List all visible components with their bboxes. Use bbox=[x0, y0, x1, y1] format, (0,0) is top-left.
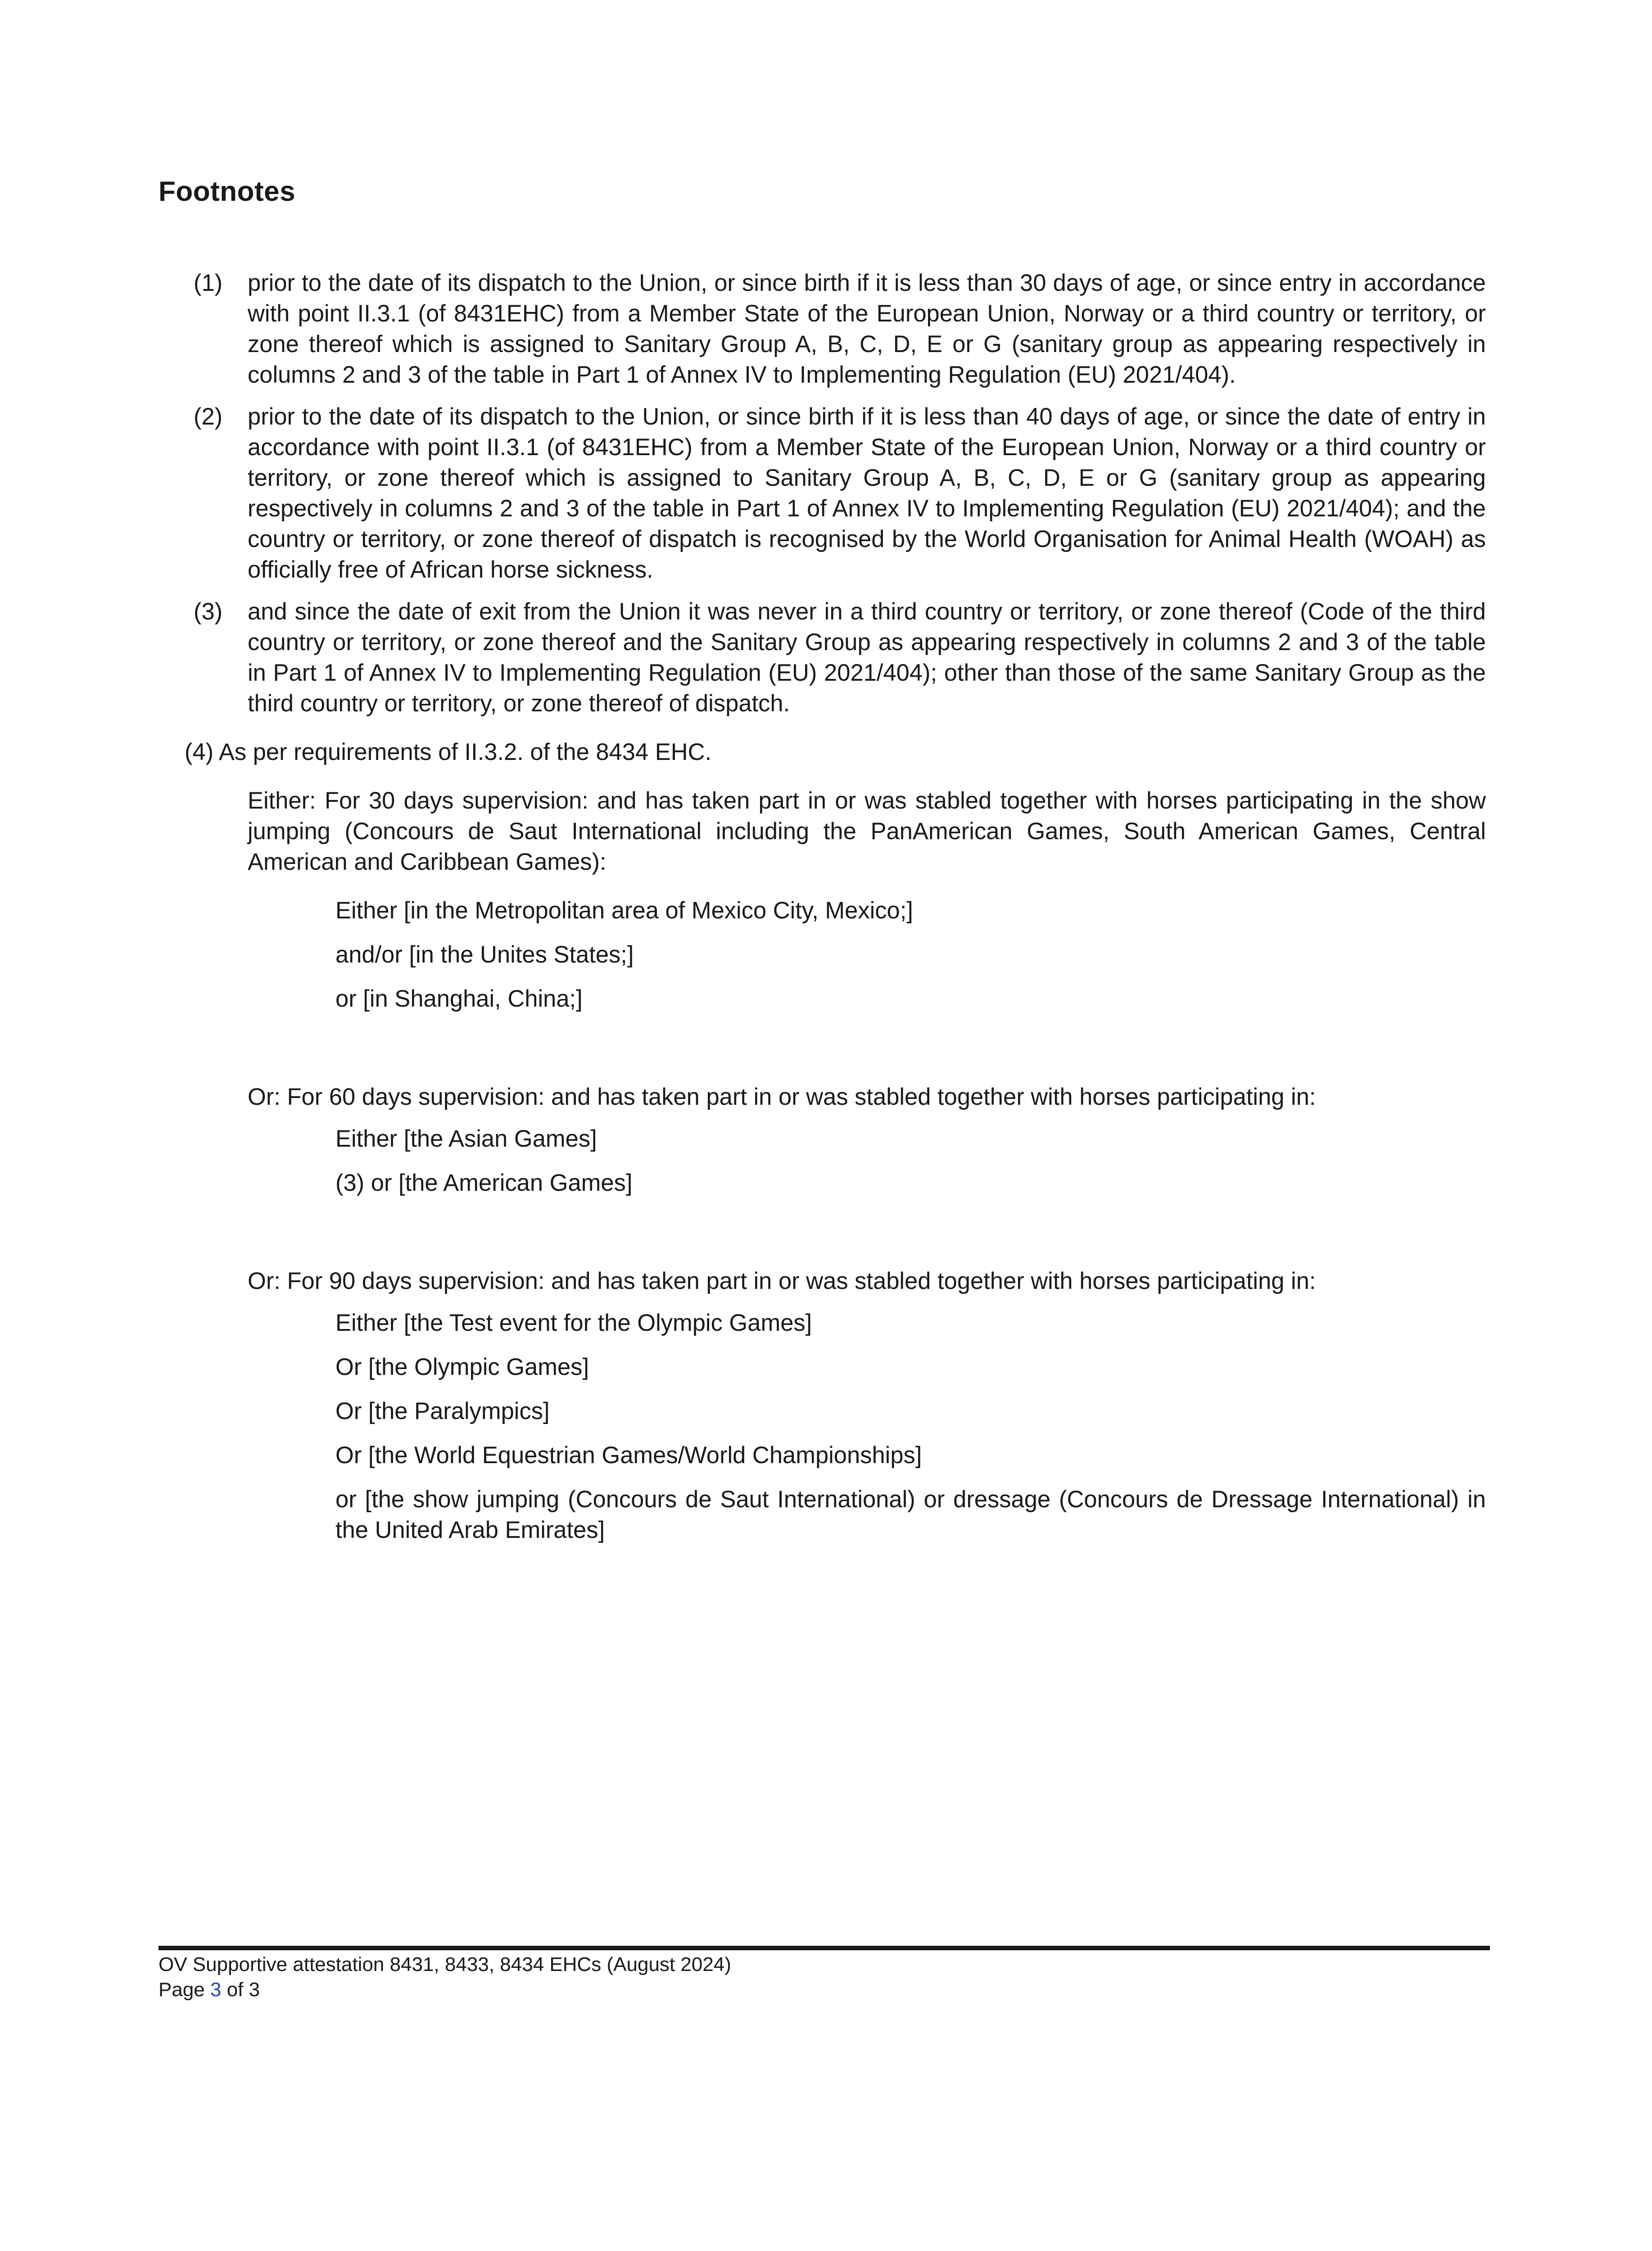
option-60-item: Either [the Asian Games] bbox=[335, 1126, 597, 1152]
option-60-days-lead: Or: For 60 days supervision: and has taken part in or was stabled together with horses participating in: bbox=[248, 1084, 1316, 1110]
footnote-number: (3) bbox=[194, 598, 223, 625]
footer-divider bbox=[158, 1946, 1490, 1950]
option-90-item: Or [the Olympic Games] bbox=[335, 1354, 589, 1380]
footnote-item bbox=[194, 402, 1486, 585]
total-page-number: 3 bbox=[249, 1979, 260, 2001]
option-90-item: or [the show jumping (Concours de Saut International) or dressage (Concours de Dressage International) in the United Arab Emirates] bbox=[335, 1486, 1486, 1543]
footnote-item bbox=[194, 597, 1486, 719]
footnote-number: (2) bbox=[194, 403, 223, 430]
current-page-number: 3 bbox=[210, 1979, 222, 2001]
footnote-4-title: (4) As per requirements of II.3.2. of the 8434 EHC. bbox=[185, 739, 712, 765]
footer-page-number bbox=[158, 1977, 731, 2002]
page-of-label: of bbox=[221, 1979, 249, 2001]
footnotes-body bbox=[185, 268, 1486, 1559]
option-30-item: or [in Shanghai, China;] bbox=[335, 985, 583, 1012]
footnote-text: prior to the date of its dispatch to the Union, or since birth if it is less than 40 days of age, or since the date of entry in accordance with point II.3.1 (of 8431EHC) from a Member State of the European Union, Norway or a third country or territory, or zone thereof which is assigned to Sanitary Group A, B, C, D, E or G (sanitary group as appearing respectively in columns 2 and 3 of the table in Part 1 of Annex IV to Implementing Regulation (EU) 2021/404); and the country or territory, or zone thereof of dispatch is recognised by the World Organisation for Animal Health (WOAH) as officially free of African horse sickness. bbox=[248, 403, 1486, 583]
footnotes-heading: Footnotes bbox=[158, 176, 296, 207]
footnote-number: (1) bbox=[194, 270, 223, 296]
option-90-days-lead: Or: For 90 days supervision: and has taken part in or was stabled together with horses participating in: bbox=[248, 1268, 1316, 1294]
page-footer bbox=[158, 1952, 731, 2002]
footnote-text: and since the date of exit from the Union it was never in a third country or territory, or zone thereof (Code of the third country or territory, or zone thereof and the Sanitary Group as appearing respectively in columns 2 and 3 of the table in Part 1 of Annex IV to Implementing Regulation (EU) 2021/404); other than those of the same Sanitary Group as the third country or territory, or zone thereof of dispatch. bbox=[248, 598, 1486, 717]
footnote-text: prior to the date of its dispatch to the Union, or since birth if it is less than 30 days of age, or since entry in accordance with point II.3.1 (of 8431EHC) from a Member State of the European Union, Norway or a third country or territory, or zone thereof which is assigned to Sanitary Group A, B, C, D, E or G (sanitary group as appearing respectively in columns 2 and 3 of the table in Part 1 of Annex IV to Implementing Regulation (EU) 2021/404). bbox=[248, 270, 1486, 388]
option-90-item: Either [the Test event for the Olympic Games] bbox=[335, 1310, 812, 1336]
option-30-item: and/or [in the Unites States;] bbox=[335, 941, 634, 968]
option-30-item: Either [in the Metropolitan area of Mexico City, Mexico;] bbox=[335, 897, 913, 924]
page-label: Page bbox=[158, 1979, 210, 2001]
option-90-item: Or [the World Equestrian Games/World Championships] bbox=[335, 1442, 922, 1469]
option-90-item: Or [the Paralympics] bbox=[335, 1398, 550, 1424]
footer-document-title: OV Supportive attestation 8431, 8433, 8434 EHCs (August 2024) bbox=[158, 1953, 731, 1975]
footnote-item bbox=[194, 268, 1486, 390]
option-30-days-lead: Either: For 30 days supervision: and has taken part in or was stabled together with horses participating in the show jumping (Concours de Saut International including the PanAmerican Games, South American Games, Central American and Caribbean Games): bbox=[248, 787, 1486, 875]
option-60-item: (3) or [the American Games] bbox=[335, 1170, 633, 1196]
